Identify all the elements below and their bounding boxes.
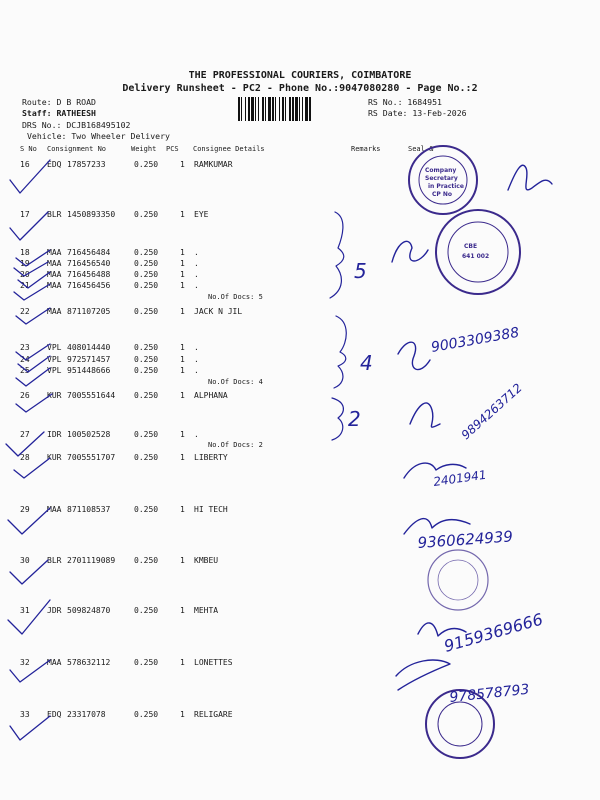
vehicle-label: Vehicle: Two Wheeler Delivery bbox=[27, 131, 170, 141]
bracket-mark bbox=[334, 316, 346, 388]
svg-text:in Practice: in Practice bbox=[428, 183, 464, 190]
staff-label: Staff: RATHEESH bbox=[22, 108, 96, 118]
row-code: MAA bbox=[47, 270, 62, 279]
tick-mark bbox=[18, 356, 50, 372]
col-remarks: Remarks bbox=[351, 145, 381, 153]
svg-text:CP No: CP No bbox=[432, 191, 453, 198]
row-consignee: . bbox=[194, 343, 199, 352]
tick-mark bbox=[8, 508, 50, 534]
row-consignment-number: 972571457 bbox=[67, 355, 111, 364]
bracket-mark bbox=[330, 212, 344, 298]
row-weight: 0.250 bbox=[134, 259, 159, 268]
row-consignment-number: 716456488 bbox=[67, 270, 111, 279]
row-code: VPL bbox=[47, 343, 62, 352]
row-consignee: JACK N JIL bbox=[194, 307, 243, 316]
row-pcs: 1 bbox=[180, 210, 185, 219]
tick-mark bbox=[8, 600, 50, 634]
row-weight: 0.250 bbox=[134, 430, 159, 439]
tick-mark bbox=[16, 308, 50, 324]
row-weight: 0.250 bbox=[134, 505, 159, 514]
company-secretary-stamp bbox=[409, 146, 477, 214]
handwritten-number: 2401941 bbox=[432, 467, 488, 489]
col-seal: Seal & bbox=[408, 145, 434, 153]
col-consignee: Consignee Details bbox=[193, 145, 265, 153]
row-pcs: 1 bbox=[180, 658, 185, 667]
row-consignee: KMBEU bbox=[194, 556, 219, 565]
row-code: MAA bbox=[47, 307, 62, 316]
signature bbox=[410, 403, 440, 427]
row-code: JDR bbox=[47, 606, 62, 615]
svg-text:641 002: 641 002 bbox=[462, 253, 490, 260]
row-weight: 0.250 bbox=[134, 307, 159, 316]
tick-mark bbox=[16, 368, 50, 386]
row-weight: 0.250 bbox=[134, 710, 159, 719]
row-weight: 0.250 bbox=[134, 658, 159, 667]
row-sno: 22 bbox=[20, 307, 30, 316]
row-sno: 28 bbox=[20, 453, 30, 462]
signature bbox=[396, 660, 450, 690]
rs-number: RS No.: 1684951 bbox=[368, 97, 442, 107]
rs-date: RS Date: 13-Feb-2026 bbox=[368, 108, 467, 118]
row-consignment-number: 871108537 bbox=[67, 505, 111, 514]
row-pcs: 1 bbox=[180, 160, 185, 169]
row-consignee: LIBERTY bbox=[194, 453, 228, 462]
row-weight: 0.250 bbox=[134, 281, 159, 290]
row-pcs: 1 bbox=[180, 606, 185, 615]
row-sno: 19 bbox=[20, 259, 30, 268]
tick-mark bbox=[10, 660, 50, 682]
row-weight: 0.250 bbox=[134, 270, 159, 279]
signature bbox=[398, 342, 430, 369]
company-title: THE PROFESSIONAL COURIERS, COIMBATORE bbox=[188, 70, 412, 81]
row-code: KUR bbox=[47, 453, 62, 462]
row-consignee: . bbox=[194, 259, 199, 268]
tick-mark bbox=[10, 560, 48, 584]
docs-count-note: No.Of Docs: 4 bbox=[208, 378, 263, 386]
row-consignment-number: 7005551707 bbox=[67, 453, 116, 462]
svg-text:Secretary: Secretary bbox=[425, 175, 458, 182]
row-consignee: . bbox=[194, 355, 199, 364]
row-pcs: 1 bbox=[180, 281, 185, 290]
row-sno: 27 bbox=[20, 430, 30, 439]
row-consignment-number: 578632112 bbox=[67, 658, 111, 667]
tick-mark bbox=[10, 160, 50, 193]
docs-count-note: No.Of Docs: 5 bbox=[208, 293, 263, 301]
row-consignment-number: 17857233 bbox=[67, 160, 106, 169]
row-weight: 0.250 bbox=[134, 248, 159, 257]
row-code: BLR bbox=[47, 556, 62, 565]
handwritten-phone: 978578793 bbox=[448, 681, 531, 706]
row-code: MAA bbox=[47, 281, 62, 290]
row-consignee: . bbox=[194, 366, 199, 375]
row-consignment-number: 716456456 bbox=[67, 281, 111, 290]
row-consignee: EYE bbox=[194, 210, 209, 219]
row-weight: 0.250 bbox=[134, 160, 159, 169]
tick-mark bbox=[14, 458, 50, 478]
row-sno: 18 bbox=[20, 248, 30, 257]
row-code: BLR bbox=[47, 210, 62, 219]
row-consignee: . bbox=[194, 281, 199, 290]
row-consignment-number: 951448666 bbox=[67, 366, 111, 375]
row-consignee: RAMKUMAR bbox=[194, 160, 233, 169]
bracket-count-4: 4 bbox=[360, 351, 373, 375]
row-consignment-number: 871107205 bbox=[67, 307, 111, 316]
handwritten-phone: 9003309388 bbox=[429, 324, 521, 356]
row-consignee: LONETTES bbox=[194, 658, 233, 667]
row-code: MAA bbox=[47, 248, 62, 257]
row-sno: 32 bbox=[20, 658, 30, 667]
row-sno: 20 bbox=[20, 270, 30, 279]
row-code: IDR bbox=[47, 430, 62, 439]
row-consignee: RELIGARE bbox=[194, 710, 233, 719]
row-pcs: 1 bbox=[180, 270, 185, 279]
col-consignment: Consignment No bbox=[47, 145, 107, 153]
handwritten-phone: 9360624939 bbox=[417, 527, 514, 552]
row-consignment-number: 7005551644 bbox=[67, 391, 116, 400]
row-consignment-number: 509824870 bbox=[67, 606, 111, 615]
row-weight: 0.250 bbox=[134, 210, 159, 219]
col-pcs: PCS bbox=[166, 145, 179, 153]
row-pcs: 1 bbox=[180, 391, 185, 400]
row-sno: 29 bbox=[20, 505, 30, 514]
row-code: MAA bbox=[47, 658, 62, 667]
row-pcs: 1 bbox=[180, 710, 185, 719]
col-sno: S No bbox=[20, 145, 37, 153]
row-sno: 24 bbox=[20, 355, 30, 364]
row-sno: 16 bbox=[20, 160, 30, 169]
row-consignment-number: 1450893350 bbox=[67, 210, 116, 219]
signature bbox=[508, 165, 552, 190]
row-weight: 0.250 bbox=[134, 355, 159, 364]
tick-mark bbox=[16, 344, 50, 360]
row-consignee: ALPHANA bbox=[194, 391, 228, 400]
row-pcs: 1 bbox=[180, 430, 185, 439]
tick-mark bbox=[16, 394, 52, 412]
row-weight: 0.250 bbox=[134, 556, 159, 565]
tick-mark bbox=[6, 432, 44, 456]
row-consignment-number: 100502528 bbox=[67, 430, 111, 439]
row-weight: 0.250 bbox=[134, 453, 159, 462]
row-weight: 0.250 bbox=[134, 343, 159, 352]
row-pcs: 1 bbox=[180, 505, 185, 514]
row-sno: 26 bbox=[20, 391, 30, 400]
drs-label: DRS No.: DCJB168495102 bbox=[22, 120, 131, 130]
row-pcs: 1 bbox=[180, 355, 185, 364]
row-code: KUR bbox=[47, 391, 62, 400]
row-sno: 21 bbox=[20, 281, 30, 290]
row-consignment-number: 23317078 bbox=[67, 710, 106, 719]
docs-count-note: No.Of Docs: 2 bbox=[208, 441, 263, 449]
svg-text:CBE: CBE bbox=[464, 243, 478, 250]
route-label: Route: D B ROAD bbox=[22, 97, 96, 107]
row-consignment-number: 408014440 bbox=[67, 343, 111, 352]
tick-mark bbox=[10, 716, 50, 740]
row-consignee: HI TECH bbox=[194, 505, 228, 514]
row-consignee: MEHTA bbox=[194, 606, 219, 615]
row-pcs: 1 bbox=[180, 343, 185, 352]
row-consignee: . bbox=[194, 430, 199, 439]
tick-mark bbox=[14, 284, 50, 300]
row-code: VPL bbox=[47, 355, 62, 364]
row-weight: 0.250 bbox=[134, 366, 159, 375]
row-pcs: 1 bbox=[180, 556, 185, 565]
row-consignment-number: 716456540 bbox=[67, 259, 111, 268]
row-sno: 31 bbox=[20, 606, 30, 615]
row-code: EDQ bbox=[47, 160, 62, 169]
bracket-count-2: 2 bbox=[348, 407, 361, 431]
handwritten-phone: 9159369666 bbox=[441, 609, 545, 656]
courier-stamp bbox=[428, 550, 488, 610]
tick-mark bbox=[14, 262, 48, 276]
row-consignee: . bbox=[194, 248, 199, 257]
row-weight: 0.250 bbox=[134, 606, 159, 615]
row-sno: 33 bbox=[20, 710, 30, 719]
row-consignment-number: 716456484 bbox=[67, 248, 111, 257]
row-pcs: 1 bbox=[180, 453, 185, 462]
row-sno: 25 bbox=[20, 366, 30, 375]
col-weight: Weight bbox=[131, 145, 157, 153]
bracket-count-5: 5 bbox=[354, 259, 367, 283]
row-pcs: 1 bbox=[180, 259, 185, 268]
runsheet-title: Delivery Runsheet - PC2 - Phone No.:9047080280 - Page No.:2 bbox=[122, 83, 478, 94]
row-code: MAA bbox=[47, 505, 62, 514]
row-consignment-number: 2701119089 bbox=[67, 556, 116, 565]
row-code: VPL bbox=[47, 366, 62, 375]
row-pcs: 1 bbox=[180, 366, 185, 375]
row-sno: 17 bbox=[20, 210, 30, 219]
handwritten-phone: 9894263712 bbox=[458, 380, 525, 443]
row-code: EDQ bbox=[47, 710, 62, 719]
row-consignee: . bbox=[194, 270, 199, 279]
row-pcs: 1 bbox=[180, 248, 185, 257]
signature bbox=[392, 241, 428, 262]
tick-mark bbox=[10, 212, 48, 240]
row-pcs: 1 bbox=[180, 307, 185, 316]
svg-text:Company: Company bbox=[425, 167, 457, 174]
row-weight: 0.250 bbox=[134, 391, 159, 400]
bracket-mark bbox=[332, 398, 343, 440]
row-sno: 30 bbox=[20, 556, 30, 565]
eye-foundation-stamp bbox=[436, 210, 520, 294]
row-sno: 23 bbox=[20, 343, 30, 352]
row-code: MAA bbox=[47, 259, 62, 268]
